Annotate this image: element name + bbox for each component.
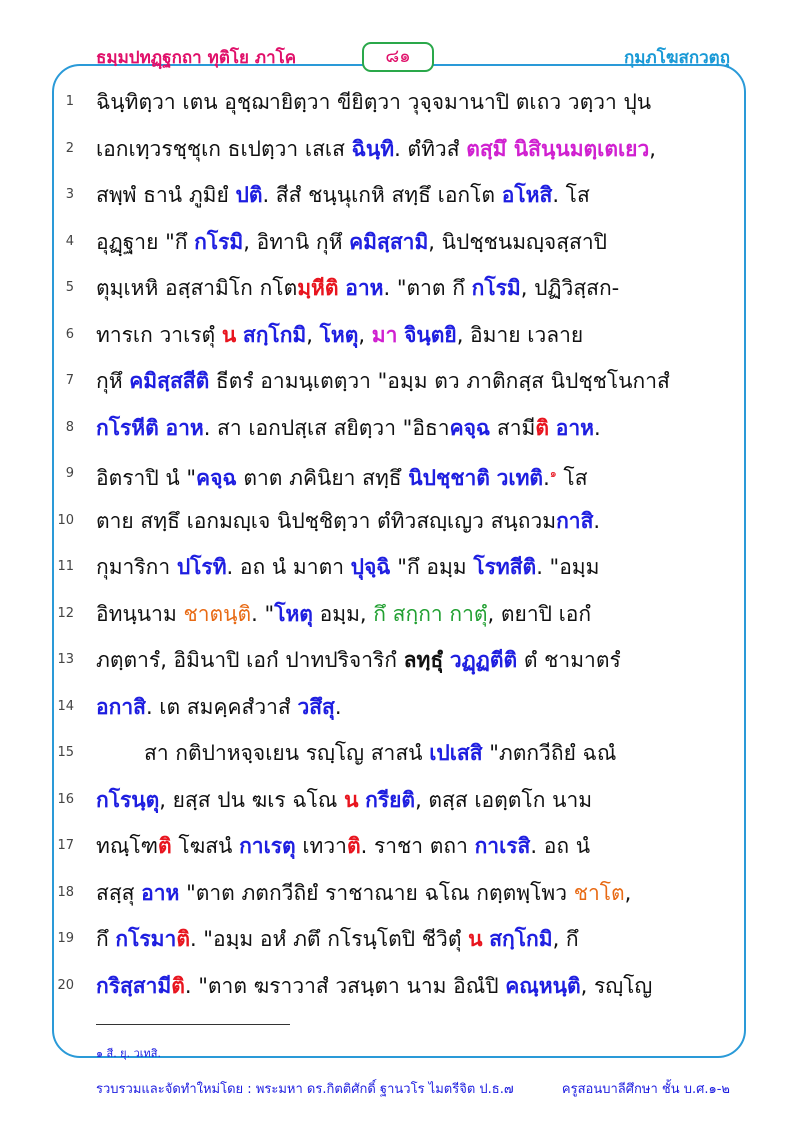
line-number: 2 <box>65 140 74 156</box>
text-segment: โส <box>556 466 588 490</box>
line-text <box>96 689 722 725</box>
highlighted-word: สกฺโกมิ <box>242 322 307 347</box>
highlighted-word: โรทสีติ <box>473 555 537 579</box>
text-segment: , ตยาปิ เอกํ <box>487 601 592 626</box>
highlighted-word: ติ <box>176 927 190 951</box>
line-text <box>96 84 722 120</box>
text-segment <box>236 323 243 347</box>
line-text <box>96 503 722 539</box>
text-segment: . <box>543 466 550 490</box>
highlighted-word: คจฺฉ <box>449 415 491 440</box>
highlighted-word: ๑ <box>549 467 557 480</box>
highlighted-word: คมิสฺสสีติ <box>129 369 210 393</box>
line-number: 15 <box>57 745 74 760</box>
text-segment: , ยสฺส ปน ฆเร ฉโณ <box>159 787 345 812</box>
text-segment: "กึ อมฺม <box>390 555 474 579</box>
line-text <box>96 828 722 864</box>
highlighted-word: โหตุ <box>274 601 313 626</box>
highlighted-word: กึ สกฺกา กาตุํ <box>373 601 488 626</box>
highlighted-word: กรียติ <box>365 787 416 812</box>
text-segment <box>549 416 556 440</box>
highlighted-word: กาสิ <box>556 508 594 533</box>
line-text <box>96 270 722 306</box>
text-segment: . "ตาต กึ <box>383 276 472 300</box>
text-segment: , <box>358 322 372 347</box>
text-segment: . "อมฺม อหํ ภตึ กโรนฺโตปิ ชีวิตุํ <box>189 927 469 951</box>
text-segment: ทณฺโฑ <box>96 834 159 858</box>
text-segment: , <box>624 880 632 905</box>
line-text <box>96 735 722 771</box>
highlighted-word: สกฺโกมิ <box>489 927 553 951</box>
line-number: 10 <box>57 512 74 528</box>
line-number: 6 <box>65 326 74 342</box>
text-segment: กุหึ <box>96 369 130 393</box>
highlighted-word: นิปชฺชาติ <box>408 466 490 490</box>
footnote: ๑ สี. ยุ. วเทสิ. <box>96 1047 162 1060</box>
text-segment: เอกเทฺวรชฺชุเก ธเปตฺวา เสเส <box>96 136 352 161</box>
text-segment: . อถ นํ มาตา <box>226 555 351 579</box>
text-segment: สา กติปาหจฺจเยน รญฺโญ สาสนํ <box>144 741 430 765</box>
text-segment: . สีสํ ชนฺนุเกหิ สทฺธึ เอกโต <box>262 183 502 207</box>
line-number: 1 <box>65 94 74 109</box>
highlighted-word: อาห <box>345 276 384 300</box>
line-text <box>96 596 722 632</box>
line-number: 13 <box>57 652 74 667</box>
text-segment: . <box>593 508 601 533</box>
highlighted-word: กริสฺสามี <box>96 973 172 998</box>
highlighted-word: กโรมิ <box>471 276 521 300</box>
highlighted-word: อาห <box>555 415 594 440</box>
text-segment: อิทนฺนาม <box>96 601 184 626</box>
text-segment: , <box>649 136 656 161</box>
highlighted-word: วสึสุ <box>297 694 335 719</box>
text-line <box>0 642 800 678</box>
text-segment <box>490 466 497 490</box>
text-segment: โฆสนํ <box>171 834 240 858</box>
text-segment: ตุมฺเหหิ อสฺสามิโก กโต <box>96 276 298 300</box>
text-segment: อิตราปิ นํ " <box>96 466 197 490</box>
line-number: 8 <box>65 419 74 435</box>
text-segment <box>443 648 450 672</box>
text-segment: ทารเก วาเรตุํ <box>96 322 222 347</box>
text-segment: . อถ นํ <box>530 834 591 858</box>
highlighted-word: วฏฺฏตีติ <box>449 648 518 672</box>
line-number: 20 <box>57 977 74 993</box>
footer-course: ครูสอนบาลีศึกษา ชั้น บ.ศ.๑-๒ <box>561 1082 730 1097</box>
text-line <box>0 84 800 120</box>
line-number: 14 <box>57 698 74 714</box>
text-line <box>0 270 800 306</box>
line-number: 3 <box>65 187 74 202</box>
page-number-badge: ๘๑ <box>362 42 434 72</box>
text-segment: , กึ <box>552 927 579 951</box>
line-number: 5 <box>65 280 74 295</box>
line-text <box>96 782 722 818</box>
highlighted-word: ติ <box>535 415 550 440</box>
highlighted-word: ติ <box>171 973 185 998</box>
highlighted-word: น <box>221 322 237 347</box>
text-segment: อุฏฺฐาย "กึ <box>96 229 195 254</box>
text-segment: , <box>306 322 320 347</box>
text-segment: สสฺสุ <box>96 880 142 905</box>
highlighted-word: ปโรทิ <box>176 555 227 579</box>
line-text <box>96 921 722 957</box>
highlighted-word: ฉินฺทิ <box>351 136 395 161</box>
text-segment: . "อมฺม <box>536 555 600 579</box>
text-line <box>0 456 800 492</box>
text-line <box>0 224 800 260</box>
line-number: 11 <box>57 559 74 574</box>
highlighted-word: ตสฺมึ นิสินฺนมตฺเตเยว <box>466 136 650 161</box>
line-text <box>96 968 722 1004</box>
text-segment: , ปฏิวิสฺสก- <box>520 276 620 300</box>
text-segment: . โส <box>552 183 590 207</box>
text-line <box>0 596 800 632</box>
text-line <box>0 782 800 818</box>
line-number: 19 <box>57 931 74 946</box>
text-segment: อมฺม, <box>312 601 374 626</box>
text-line <box>0 828 800 864</box>
text-line <box>0 875 800 911</box>
text-segment: ธีตรํ อามนฺเตตฺวา "อมฺม ตว ภาติกสฺส นิปชฺชโนกาสํ <box>209 369 670 393</box>
text-segment: ภตฺตารํ, อิมินาปิ เอกํ ปาทปริจาริกํ <box>96 648 404 672</box>
highlighted-word: กโรหีติ <box>96 415 159 440</box>
highlighted-word: วเทติ <box>496 466 544 490</box>
text-segment: ตาต ภคินิยา สทฺธึ <box>236 466 409 490</box>
page-footer <box>96 1078 730 1099</box>
text-line <box>0 363 800 399</box>
line-text <box>96 317 722 353</box>
highlighted-word: ติ <box>346 834 361 858</box>
text-line <box>0 317 800 353</box>
text-segment: , ตสฺส เอตฺตโก นาม <box>415 787 593 812</box>
text-segment: กึ <box>96 927 116 951</box>
highlighted-word: ลทฺธุํ <box>403 648 444 672</box>
highlighted-word: ชาโต <box>573 880 625 905</box>
highlighted-word: กโรมิ <box>194 229 244 254</box>
text-segment: . สา เอกปสฺเส สยิตฺวา "อิธา <box>203 415 450 440</box>
highlighted-word: เปเสสิ <box>429 741 483 765</box>
text-line <box>0 689 800 725</box>
line-text <box>96 875 722 911</box>
highlighted-word: อโหสิ <box>501 183 553 207</box>
highlighted-word: น <box>468 927 483 951</box>
text-segment: , อิมาย เวลาย <box>456 322 584 347</box>
highlighted-word: มา <box>371 322 398 347</box>
text-line <box>0 968 800 1004</box>
line-number: 16 <box>57 791 74 807</box>
highlighted-word: ชาตนฺติ <box>183 601 252 626</box>
footer-credit: รวบรวมและจัดทำใหม่โดย : พระมหา ดร.กิตติศักดิ์ ฐานวโร ไมตรีจิต ป.ธ.๗ <box>96 1082 514 1097</box>
highlighted-word: กโรนฺตุ <box>96 787 160 812</box>
line-number: 17 <box>57 838 74 853</box>
text-segment: กุมาริกา <box>96 555 177 579</box>
text-line <box>0 921 800 957</box>
highlighted-word: โหตุ <box>319 322 359 347</box>
text-line <box>0 549 800 585</box>
text-line <box>0 503 800 539</box>
highlighted-word: อกาสิ <box>96 694 146 719</box>
line-text <box>96 456 722 496</box>
text-line <box>0 177 800 213</box>
text-segment: เทวา <box>295 834 347 858</box>
highlighted-word: กาเรสิ <box>474 834 531 858</box>
highlighted-word: ติ <box>158 834 172 858</box>
line-text <box>96 549 722 585</box>
highlighted-word: อาห <box>141 880 180 905</box>
line-text <box>96 131 722 167</box>
text-segment: สพฺพํ ธานํ ภูมิยํ <box>96 183 236 207</box>
highlighted-word: กาเรตุ <box>239 834 296 858</box>
line-text <box>96 224 722 260</box>
text-segment: , อิทานิ กุหึ <box>243 229 350 254</box>
header-story-title: กุมฺภโฆสกวตฺถุ <box>623 48 730 68</box>
text-segment: , รญฺโญ <box>580 973 653 998</box>
highlighted-word: มฺหีติ <box>297 276 339 300</box>
text-segment: . <box>334 694 342 719</box>
highlighted-word: จินฺตยิ <box>404 322 457 347</box>
highlighted-word: กโรมา <box>115 927 177 951</box>
text-segment: . เต สมคฺคสํวาสํ <box>145 694 298 719</box>
line-text <box>96 177 722 213</box>
text-segment: ตาย สทฺธึ เอกมญฺเจ นิปชฺชิตฺวา ตํทิวสญฺเญว สนฺถวม <box>96 508 557 533</box>
highlighted-word: ปติ <box>235 183 263 207</box>
line-number: 12 <box>57 605 74 621</box>
text-segment: . ตํทิวสํ <box>394 136 467 161</box>
line-number: 7 <box>65 373 74 388</box>
line-text <box>96 642 722 678</box>
highlighted-word: คมิสฺสามิ <box>349 229 429 254</box>
header-book-title: ธมฺมปทฏฺฐกถา ทุติโย ภาโค <box>96 48 297 68</box>
text-segment: "ตาต ภตกวีถิยํ ราชาณาย ฉโณ กตฺตพฺโพว <box>179 880 574 905</box>
highlighted-word: น <box>344 787 359 812</box>
line-text <box>96 410 722 446</box>
text-segment: . " <box>251 601 275 626</box>
text-line <box>0 735 800 771</box>
text-segment: . "ตาต ฆราวาสํ วสนฺตา นาม อิณํปิ <box>184 973 506 998</box>
text-line <box>0 131 800 167</box>
line-text <box>96 363 722 399</box>
line-number: 9 <box>65 466 74 481</box>
line-number: 4 <box>65 233 74 249</box>
footnote-rule <box>96 1024 290 1025</box>
text-segment: ฉินฺทิตฺวา เตน อุชฺฌายิตฺวา ขียิตฺวา วุจฺจมานาปิ ตเถว วตฺวา ปุน <box>96 90 652 114</box>
highlighted-word: คจฺฉ <box>196 466 237 490</box>
highlighted-word: คณฺหนฺติ <box>505 973 581 998</box>
text-segment: , นิปชฺชนมญฺจสฺสาปิ <box>428 229 607 254</box>
text-segment: "ภตกวีถิยํ ฉณํ <box>482 741 617 765</box>
text-segment: ตํ ชามาตรํ <box>517 648 621 672</box>
line-number: 18 <box>57 884 74 900</box>
highlighted-word: ปุจฺฉิ <box>350 555 391 579</box>
text-segment: . ราชา ตถา <box>360 834 475 858</box>
text-segment: . <box>593 415 601 440</box>
text-line <box>0 410 800 446</box>
text-segment: สามี <box>490 415 536 440</box>
highlighted-word: อาห <box>165 415 204 440</box>
